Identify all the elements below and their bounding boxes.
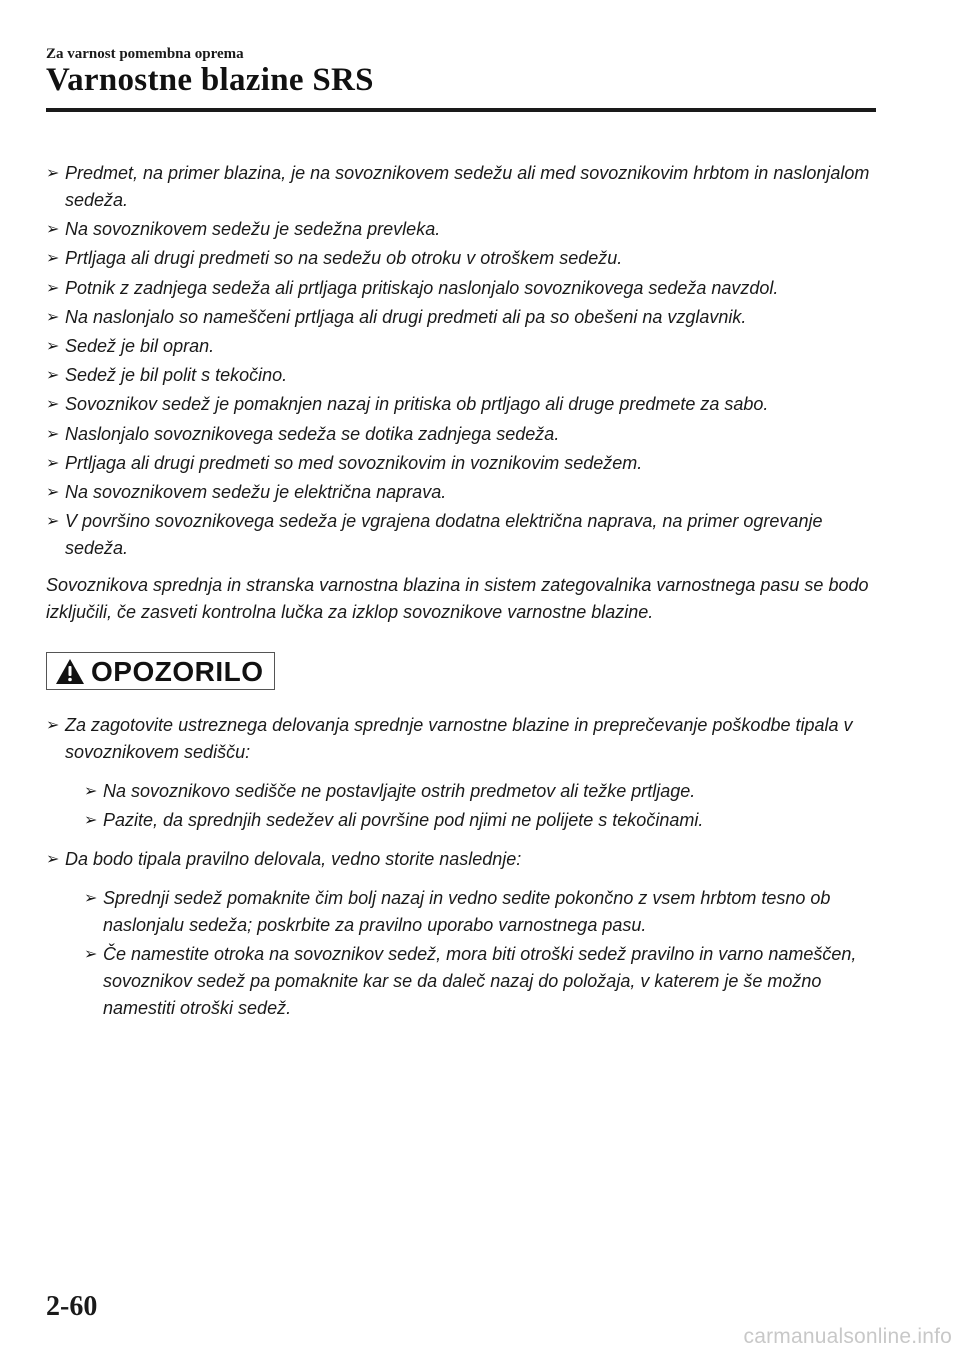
arrow-bullet-icon: ➢: [46, 717, 60, 735]
deactivation-note: Sovoznikova sprednja in stranska varnostna blazina in sistem zategovalnika varnostnega pasu se bodo izključili, če zasveti kontrolna lučka za izklop sovoznikove varnostne blazine.: [46, 575, 869, 623]
list-item: ➢ Prtljaga ali drugi predmeti so med sovoznikovim in voznikovim sedežem.: [46, 450, 876, 477]
arrow-bullet-icon: ➢: [46, 454, 60, 472]
warning-label: OPOZORILO: [91, 655, 264, 687]
main-content: [46, 160, 876, 1034]
arrow-bullet-icon: ➢: [46, 396, 60, 414]
list-item: ➢ Pazite, da sprednjih sedežev ali površine pod njimi ne polijete s tekočinami.: [84, 807, 876, 834]
page-title: Varnostne blazine SRS: [46, 62, 374, 98]
warning-heading: [46, 652, 275, 690]
list-item: ➢ Sedež je bil opran.: [46, 333, 876, 360]
arrow-bullet-icon: ➢: [46, 367, 60, 385]
arrow-bullet-icon: ➢: [84, 783, 98, 801]
watermark: carmanualsonline.info: [743, 1325, 952, 1348]
arrow-bullet-icon: ➢: [46, 308, 60, 326]
list-item: ➢ Sedež je bil polit s tekočino.: [46, 362, 876, 389]
arrow-bullet-icon: ➢: [84, 890, 98, 908]
list-item: ➢ Da bodo tipala pravilno delovala, vedno storite naslednje: ➢ Sprednji sedež pomaknite čim bolj nazaj in vedno sedite pokončno z vsem hrbtom tesno ob naslonjalu sedeža; poskrbite za pravilno uporabo varnostnega pasu. ➢ Če namestite otroka na sovoznikov sedež, mora biti otroški sedež pravilno in varno nameščen, sovoznikov sedež pa pomaknite kar se da daleč nazaj do položaja, v katerem je še možno namestiti otroški sedež.: [46, 846, 876, 1022]
list-item: ➢ Na naslonjalo so nameščeni prtljaga ali drugi predmeti ali pa so obešeni na vzglavnik.: [46, 304, 876, 331]
list-item: ➢ Prtljaga ali drugi predmeti so na sedežu ob otroku v otroškem sedežu.: [46, 245, 876, 272]
arrow-bullet-icon: ➢: [84, 946, 98, 964]
list-item: ➢ Če namestite otroka na sovoznikov sedež, mora biti otroški sedež pravilno in varno nameščen, sovoznikov sedež pa pomaknite kar se da daleč nazaj do položaja, v katerem je še možno namestiti otroški sedež.: [84, 941, 876, 1022]
arrow-bullet-icon: ➢: [46, 250, 60, 268]
arrow-bullet-icon: ➢: [46, 279, 60, 297]
arrow-bullet-icon: ➢: [46, 483, 60, 501]
list-item: ➢ Na sovoznikovo sedišče ne postavljajte ostrih predmetov ali težke prtljage.: [84, 778, 876, 805]
arrow-bullet-icon: ➢: [46, 851, 60, 869]
warning-triangle-icon: [55, 658, 85, 685]
list-item: ➢ Sovoznikov sedež je pomaknjen nazaj in pritiska ob prtljago ali druge predmete za sabo.: [46, 391, 876, 418]
list-item: ➢ Za zagotovite ustreznega delovanja sprednje varnostne blazine in preprečevanje poškodbe tipala v sovoznikovem sedišču: ➢ Na sovoznikovo sedišče ne postavljajte ostrih predmetov ali težke prtljage. ➢ Pazite, da sprednjih sedežev ali površine pod njimi ne polijete s tekočinami.: [46, 712, 876, 834]
section-label: Za varnost pomembna oprema: [46, 46, 244, 62]
list-item: ➢ Sprednji sedež pomaknite čim bolj nazaj in vedno sedite pokončno z vsem hrbtom tesno ob naslonjalu sedeža; poskrbite za pravilno uporabo varnostnega pasu.: [84, 885, 876, 939]
list-item: ➢ Potnik z zadnjega sedeža ali prtljaga pritiskajo naslonjalo sovoznikovega sedeža navzdol.: [46, 275, 876, 302]
list-item: ➢ V površino sovoznikovega sedeža je vgrajena dodatna električna naprava, na primer ogrevanje sedeža.: [46, 508, 876, 562]
arrow-bullet-icon: ➢: [84, 812, 98, 830]
warning-sublist: [65, 778, 876, 834]
list-item: ➢ Na sovoznikovem sedežu je sedežna prevleka.: [46, 216, 876, 243]
arrow-bullet-icon: ➢: [46, 513, 60, 531]
arrow-bullet-icon: ➢: [46, 337, 60, 355]
page-number: 2-60: [46, 1291, 98, 1322]
list-item: ➢ Predmet, na primer blazina, je na sovoznikovem sedežu ali med sovoznikovim hrbtom in naslonjalom sedeža.: [46, 160, 876, 214]
title-divider: [46, 108, 876, 112]
warning-sublist: [65, 885, 876, 1022]
arrow-bullet-icon: ➢: [46, 221, 60, 239]
list-item: ➢ Naslonjalo sovoznikovega sedeža se dotika zadnjega sedeža.: [46, 421, 876, 448]
list-item: ➢ Na sovoznikovem sedežu je električna naprava.: [46, 479, 876, 506]
arrow-bullet-icon: ➢: [46, 425, 60, 443]
condition-list: [46, 160, 876, 562]
warning-list: [46, 712, 876, 1022]
arrow-bullet-icon: ➢: [46, 165, 60, 182]
